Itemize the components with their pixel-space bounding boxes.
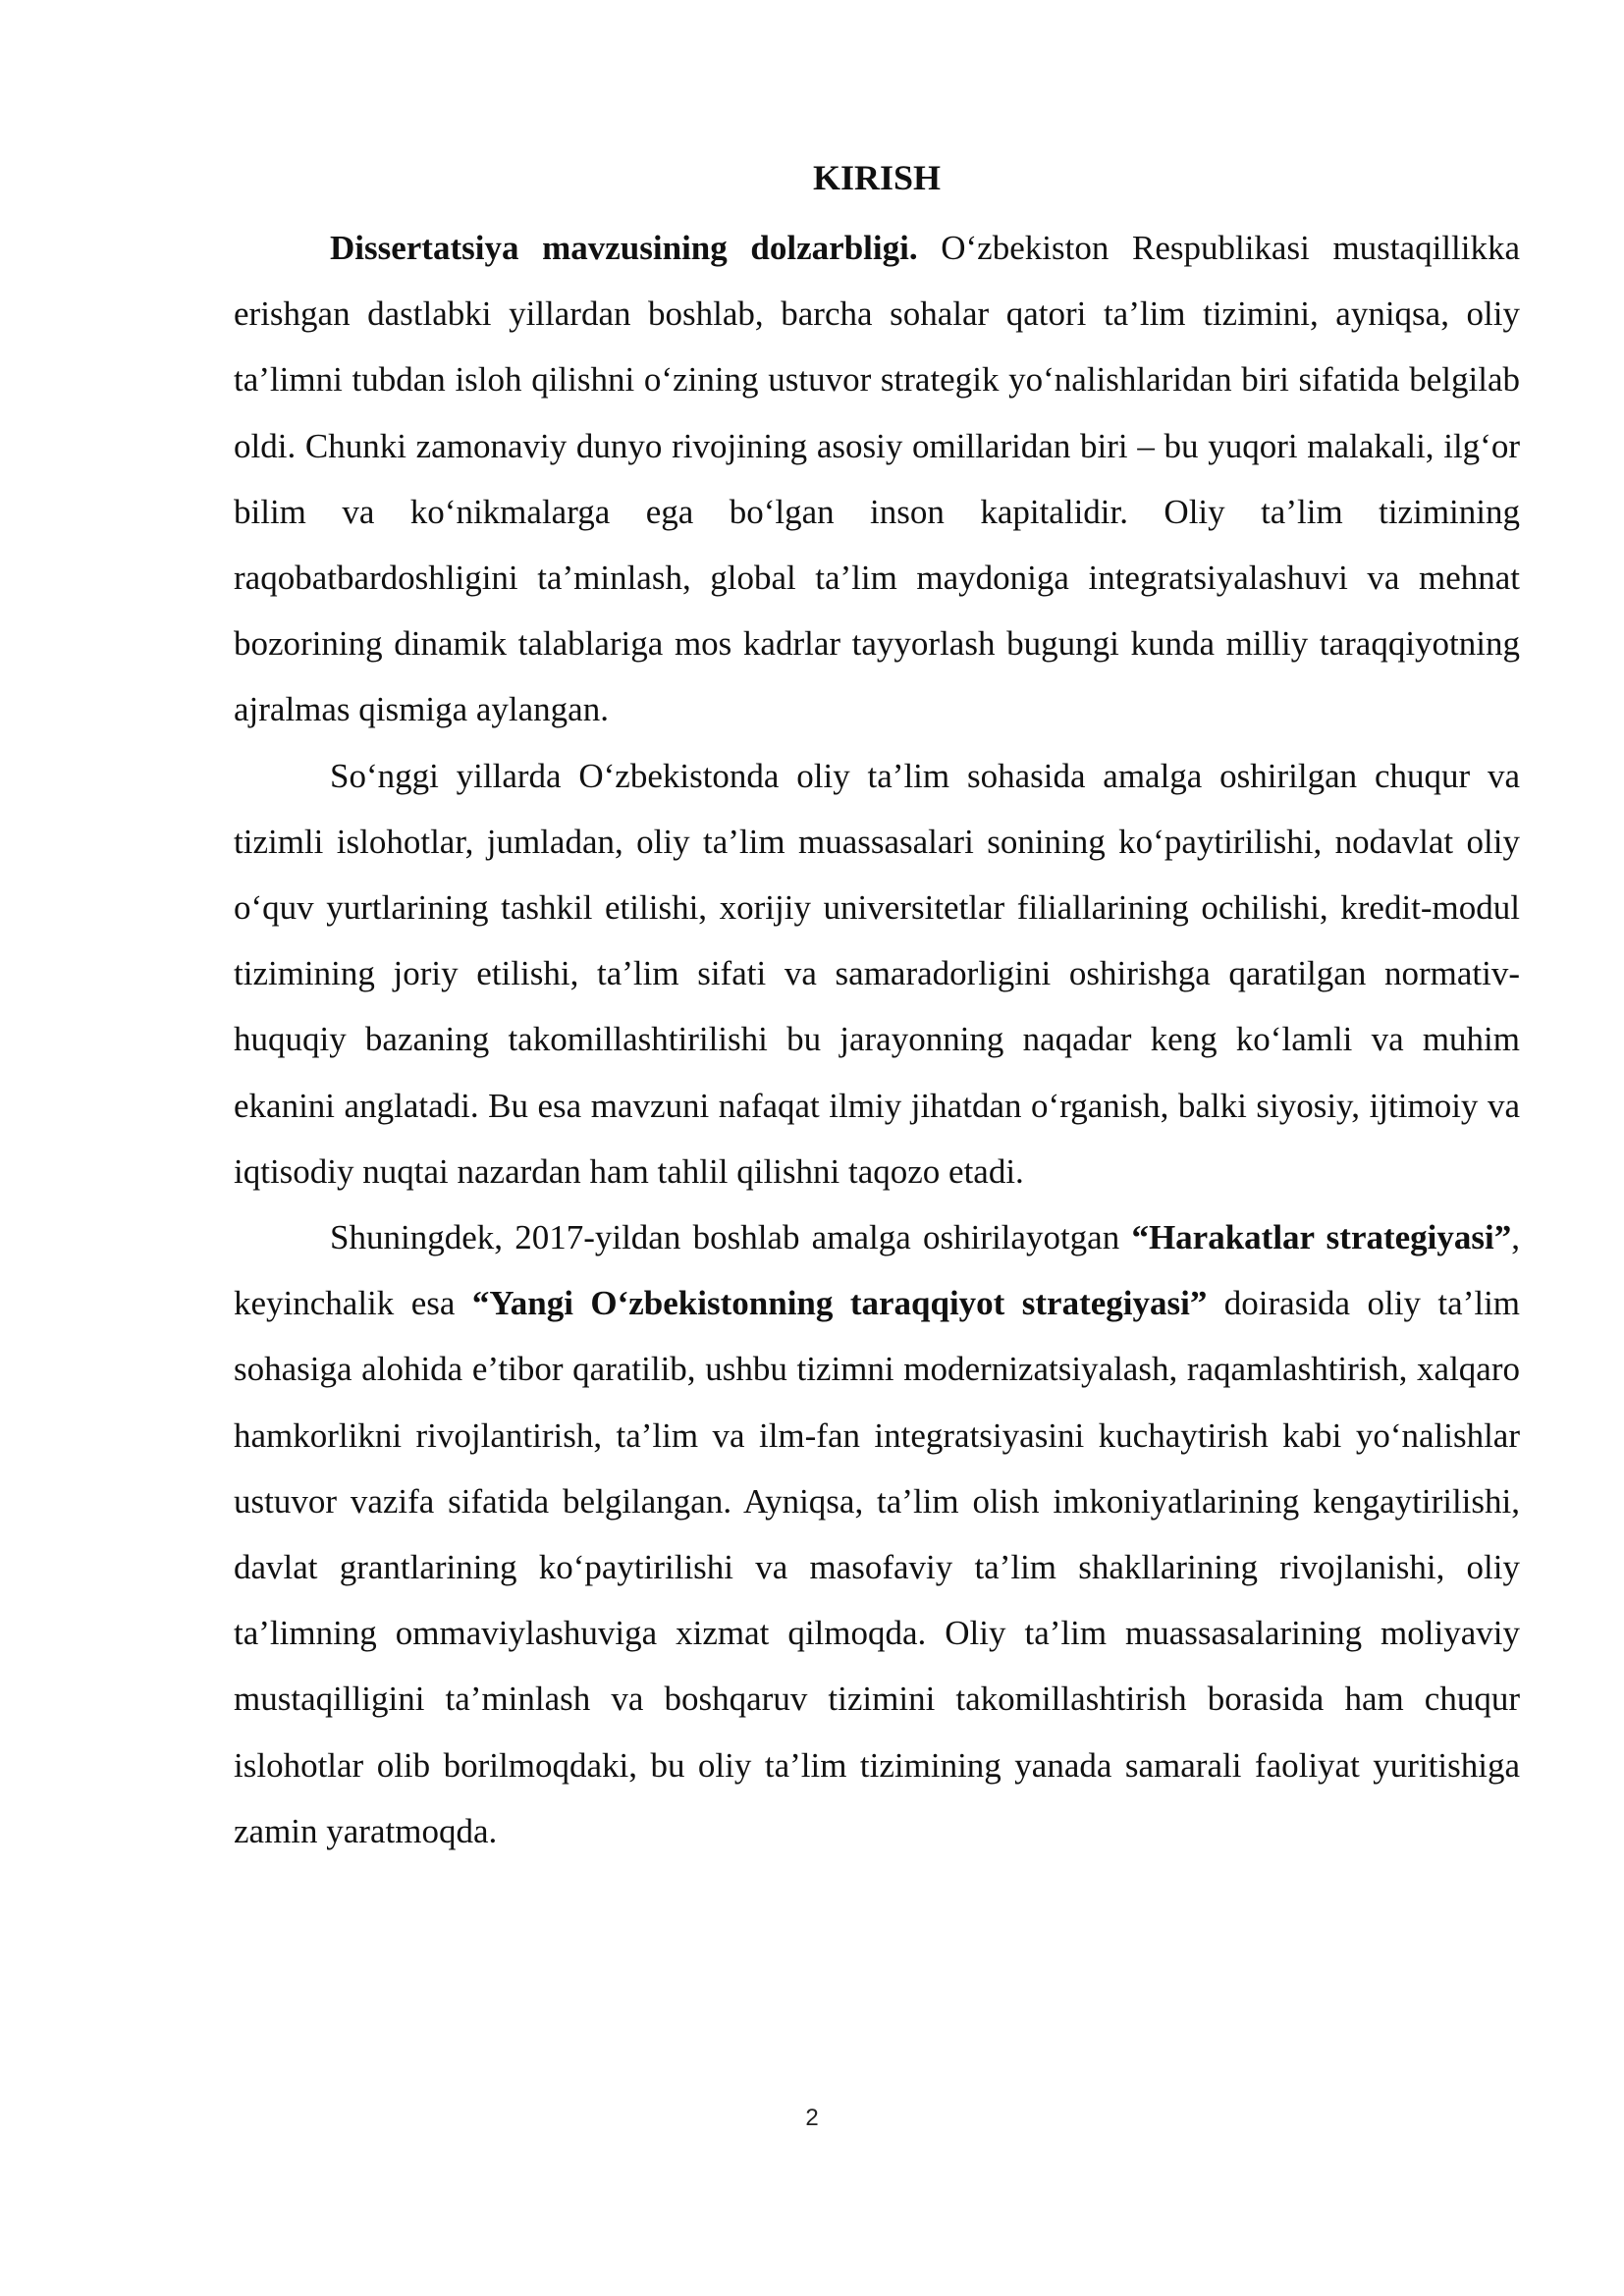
paragraph-recent-reforms [234,743,1520,1204]
paragraph-relevance [234,215,1520,743]
strategies-bold-action-strategy: “Harakatlar strategiyasi” [1131,1218,1512,1257]
relevance-body-text: O‘zbekiston Respublikasi mustaqillikka erishgan dastlabki yillardan boshlab, barcha sohalar qatori ta’lim tizimini, ayniqsa, oliy ta’limni tubdan isloh qilishni o‘zining ustuvor strategik yo‘nalishlaridan biri sifatida belgilab oldi. Chunki zamonaviy dunyo rivojining asosiy omillaridan biri – bu yuqori malakali, ilg‘or bilim va ko‘nikmalarga ega bo‘lgan inson kapitalidir. Oliy ta’lim tizimining raqobatbardoshligini ta’minlash, global ta’lim maydoniga integratsiyalashuvi va mehnat bozorining dinamik talablariga mos kadrlar tayyorlash bugungi kunda milliy taraqqiyotning ajralmas qismiga aylangan. [234,229,1520,729]
strategies-text-b: , keyinchalik esa [234,1218,1520,1323]
page-body [234,152,1520,1864]
reforms-body-text: So‘nggi yillarda O‘zbekistonda oliy ta’lim sohasida amalga oshirilgan chuqur va tizimli islohotlar, jumladan, oliy ta’lim muassasalari sonining ko‘paytirilishi, nodavlat oliy o‘quv yurtlarining tashkil etilishi, xorijiy universitetlar filiallarining ochilishi, kredit-modul tizimining joriy etilishi, ta’lim sifati va samaradorligini oshirishga qaratilgan normativ-huquqiy bazaning takomillashtirilishi bu jarayonning naqadar keng ko‘lamli va muhim ekanini anglatadi. Bu esa mavzuni nafaqat ilmiy jihatdan o‘rganish, balki siyosiy, ijtimoiy va iqtisodiy nuqtai nazardan ham tahlil qilishni taqozo etadi. [234,756,1520,1191]
section-heading: KIRISH [812,158,942,197]
strategies-text-c: doirasida oliy ta’lim sohasiga alohida e’tibor qaratilib, ushbu tizimni modernizatsiyalash, raqamlashtirish, xalqaro hamkorlikni rivojlantirish, ta’lim va ilm-fan integratsiyasini kuchaytirish kabi yo‘nalishlar ustuvor vazifa sifatida belgilangan. Ayniqsa, ta’lim olish imkoniyatlarining kengaytirilishi, davlat grantlarining ko‘paytirilishi va masofaviy ta’lim shakllarining rivojlanishi, oliy ta’limning ommaviylashuviga xizmat qilmoqda. Oliy ta’lim muassasalarining moliyaviy mustaqilligini ta’minlash va boshqaruv tizimini takomillashtirish borasida ham chuqur islohotlar olib borilmoqdaki, bu oliy ta’lim tizimining yanada samarali faoliyat yuritishiga zamin yaratmoqda. [234,1284,1521,1850]
page-number: 2 [805,2105,819,2131]
paragraph-strategies [234,1204,1520,1864]
strategies-text-a: Shuningdek, 2017-yildan boshlab amalga oshirilayotgan [330,1218,1132,1257]
strategies-bold-new-uzbekistan: “Yangi O‘zbekistonning taraqqiyot strategiyasi” [471,1284,1208,1323]
relevance-lead-bold: Dissertatsiya mavzusining dolzarbligi. [330,229,918,267]
